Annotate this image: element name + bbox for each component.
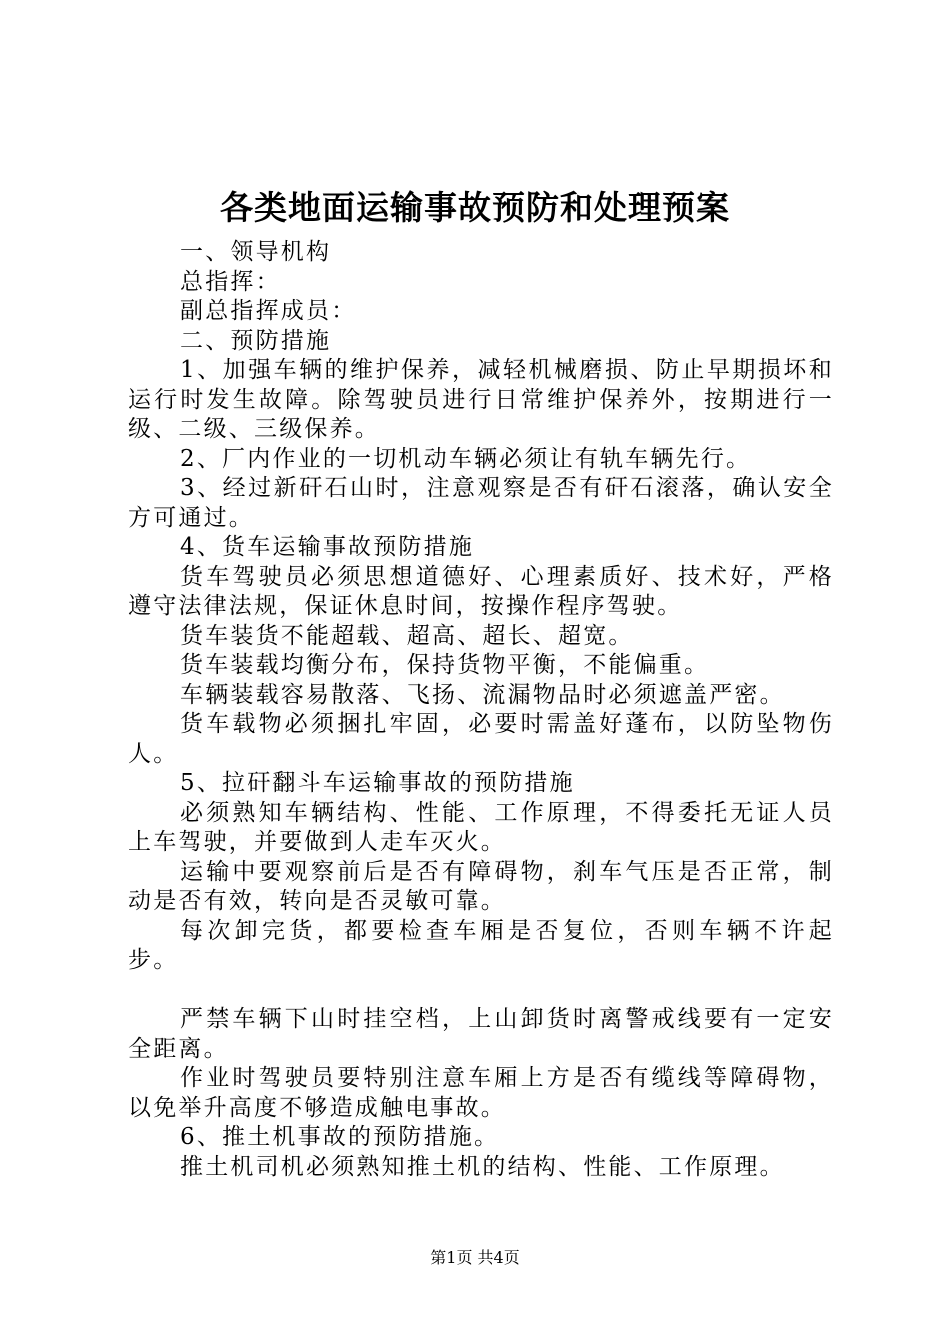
paragraph: 推土机司机必须熟知推土机的结构、性能、工作原理。 — [180, 1153, 785, 1180]
blank-line — [128, 976, 834, 1006]
paragraph: 作业时驾驶员要特别注意车厢上方是否有缆线等障碍物，以免举升高度不够造成触电事故。 — [128, 1065, 834, 1121]
paragraph: 副总指挥成员： — [180, 298, 357, 324]
paragraph: 运输中要观察前后是否有障碍物，刹车气压是否正常，制动是否有效，转向是否灵敏可靠。 — [128, 858, 834, 914]
paragraph: 必须熟知车辆结构、性能、工作原理，不得委托无证人员上车驾驶，并要做到人走车灭火。 — [128, 799, 834, 855]
paragraph: 4、货车运输事故预防措施 — [180, 534, 475, 560]
paragraph: 总指挥： — [180, 268, 281, 295]
paragraph: 车辆装载容易散落、飞扬、流漏物品时必须遮盖严密。 — [180, 681, 785, 708]
paragraph: 货车驾驶员必须思想道德好、心理素质好、技术好，严格遵守法律法规，保证休息时间，按操作程序驾驶。 — [128, 563, 834, 619]
paragraph: 货车载物必须捆扎牢固，必要时需盖好蓬布，以防坠物伤人。 — [128, 711, 834, 767]
paragraph: 5、拉矸翻斗车运输事故的预防措施 — [180, 770, 575, 796]
paragraph: 货车装载均衡分布，保持货物平衡，不能偏重。 — [180, 652, 710, 678]
paragraph: 6、推土机事故的预防措施。 — [180, 1124, 500, 1150]
paragraph: 每次卸完货，都要检查车厢是否复位，否则车辆不许起步。 — [128, 917, 834, 973]
paragraph: 二、预防措施 — [180, 327, 332, 354]
document-body — [128, 238, 834, 1182]
paragraph: 一、领导机构 — [180, 239, 332, 265]
paragraph: 1、加强车辆的维护保养，减轻机械磨损、防止早期损坏和运行时发生故障。除驾驶员进行日常维护保养外，按期进行一级、二级、三级保养。 — [128, 357, 834, 442]
paragraph: 货车装货不能超载、超高、超长、超宽。 — [180, 622, 634, 649]
document-title: 各类地面运输事故预防和处理预案 — [220, 188, 730, 227]
paragraph: 3、经过新矸石山时，注意观察是否有矸石滚落，确认安全方可通过。 — [128, 475, 834, 531]
page-footer: 第1页 共4页 — [430, 1248, 520, 1267]
paragraph: 2、厂内作业的一切机动车辆必须让有轨车辆先行。 — [180, 445, 752, 472]
paragraph: 严禁车辆下山时挂空档，上山卸货时离警戒线要有一定安全距离。 — [128, 1006, 834, 1062]
